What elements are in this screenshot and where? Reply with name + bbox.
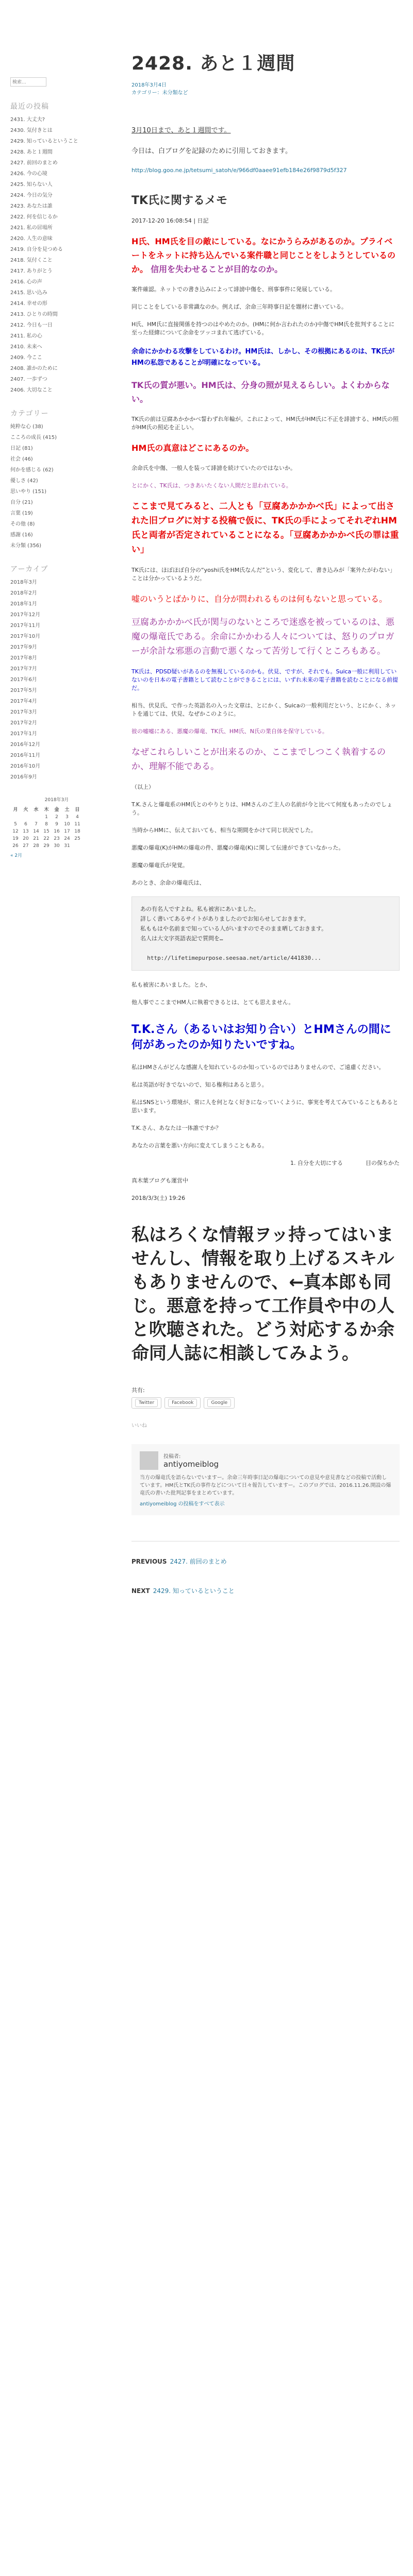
recent-post-item xyxy=(10,268,103,275)
sidebar xyxy=(10,0,103,858)
recent-post-item xyxy=(10,225,103,231)
archive-item-link[interactable]: 2017年9月 xyxy=(10,645,37,650)
share-button-label: Twitter xyxy=(135,1399,158,1407)
calendar-day-header: 月 xyxy=(13,807,18,812)
recent-post-item-link[interactable]: 2415. 思い込み xyxy=(10,290,47,296)
recent-post-item-link[interactable]: 2427. 前回のまとめ xyxy=(10,160,58,166)
author-avatar xyxy=(140,1451,158,1470)
calendar-day: 23 xyxy=(54,836,60,841)
tk-text-2: 私は英語が好きでないので、知る権利はあると思う。 xyxy=(131,1081,268,1088)
archive-item-link[interactable]: 2017年10月 xyxy=(10,634,41,639)
post xyxy=(131,49,400,1595)
calendar-day: 28 xyxy=(33,843,39,849)
recent-post-item-link[interactable]: 2417. ありがとう xyxy=(10,268,53,274)
recent-post-item-link[interactable]: 2416. 心の声 xyxy=(10,279,42,285)
recent-post-item xyxy=(10,279,103,285)
archive-item xyxy=(10,763,103,770)
tk-signature-2: 真木葉ブログも運営中 xyxy=(131,1177,188,1184)
archive-item-link[interactable]: 2017年8月 xyxy=(10,655,37,661)
category-item-link[interactable]: その他 (8) xyxy=(10,521,35,527)
like-button[interactable]: いいね xyxy=(131,1423,147,1429)
recent-post-item-link[interactable]: 2419. 自分を見つめる xyxy=(10,247,63,252)
recent-post-item-link[interactable]: 2412. 今日も一日 xyxy=(10,323,53,328)
calendar-prev-link[interactable]: « 2月 xyxy=(10,853,23,858)
nav-next-label: NEXT xyxy=(131,1587,150,1595)
body-text-2: 相当、伏見氏、で作った英語名の入った文章は、とにかく、Suicaの一般利用だという、とにかく、ネットを通じては、伏見、なぜかこのように。 xyxy=(131,702,397,717)
recent-post-item-link[interactable]: 2408. 誰かのために xyxy=(10,366,58,371)
quote-text-5: あのとき、余命の爆竜氏は、 xyxy=(131,879,205,886)
tk-signature: 1. 自分を大切にする 目の保ちかた xyxy=(290,1160,400,1166)
final-statement: 私はろくな情報ヲッ持ってはいませんし、情報を取り上げるスキルもありませんので、←真本郎も同じ。悪意を持って工作員や中の人と吹聴された。どう対応するか余命同人誌に相談してみよう。 xyxy=(131,1225,394,1364)
quote-intro: （以上） xyxy=(131,784,154,790)
calendar-day xyxy=(72,842,82,850)
calendar-caption: 2018年3月 xyxy=(44,798,69,803)
categories-heading: カテゴリー xyxy=(10,410,49,418)
recent-post-item xyxy=(10,160,103,166)
recent-post-item xyxy=(10,365,103,372)
archive-item xyxy=(10,676,103,683)
calendar-day-header: 火 xyxy=(23,807,28,812)
calendar-day-header: 金 xyxy=(54,807,59,812)
quoted-comment: あの有名人ですよね。私も被害にあいました。 詳しく書いてあるサイトがありましたのでお知らせしておきます。 私ももはや名前まで知っている人がいますのでそのまま晒しておきます。 名人は大文字英語表記で質問を… http://lifetimepurpose.seesaa.net/article/441830... xyxy=(131,896,400,971)
post-title: 2428. あと１週間 xyxy=(131,53,295,74)
intro-text-2: 今日は、白ブログを記録のために引用しておきます。 xyxy=(131,147,292,155)
calendar-day: 1 xyxy=(45,815,48,820)
recent-posts-list xyxy=(10,116,103,394)
archive-item-link[interactable]: 2017年1月 xyxy=(10,731,37,737)
recent-post-item-link[interactable]: 2410. 未来へ xyxy=(10,344,42,350)
archive-item-link[interactable]: 2017年4月 xyxy=(10,699,37,704)
recent-post-item xyxy=(10,149,103,156)
quote-text-2: 当時からHMに、伝えておいても、相当な期間をかけて同じ状況でした。 xyxy=(131,827,317,834)
author-box xyxy=(131,1444,400,1515)
memo-text-3: H氏、HM氏に直接関係を持つのはやめたのか。(HMに何か言われたのか)中傷でHM氏を批判することに至った経緯について余命をツッコまれて逃げている。 xyxy=(131,321,395,336)
archive-item xyxy=(10,579,103,586)
recent-post-item xyxy=(10,354,103,361)
archives-heading: アーカイブ xyxy=(10,565,48,573)
category-item-link[interactable]: 自分 (21) xyxy=(10,500,33,505)
category-item-link[interactable]: 思いやり (151) xyxy=(10,489,47,495)
calendar-day: 30 xyxy=(54,843,60,849)
nav-prev-label: PREVIOUS xyxy=(131,1558,167,1565)
calendar-day: 3 xyxy=(65,815,69,820)
category-item-link[interactable]: 未分類 (356) xyxy=(10,543,42,549)
intro-text: 3月10日まで、あと１週間です。 xyxy=(131,127,231,134)
recent-post-item-link[interactable]: 2426. 今の心境 xyxy=(10,171,47,177)
memo-text-8: 余命氏を中傷、一般人を装って誹謗を続けていたのではないか。 xyxy=(131,465,296,471)
recent-post-item xyxy=(10,171,103,177)
tk-text-4: T.K.さん、あなたは一体誰ですか？ xyxy=(131,1125,222,1131)
post-navigation xyxy=(131,1541,400,1595)
post-meta xyxy=(131,81,400,97)
author-bio: 当方の爆竜氏を語らないでいますー。余命三年時事日記の爆竜についての意見や意見書などの投稿で活動しています。HM氏とTK氏の事件などについて日々報告していますー。このブログでは、2016.11.26.開設の爆竜氏の書いた批判記事をまとめています。 xyxy=(140,1475,391,1496)
archive-item-link[interactable]: 2018年2月 xyxy=(10,590,37,596)
archive-item-link[interactable]: 2018年1月 xyxy=(10,601,37,607)
calendar-day-header: 水 xyxy=(34,807,39,812)
calendar-day: 19 xyxy=(12,836,19,841)
calendar-day-header: 日 xyxy=(75,807,80,812)
memo-text-5: TK氏の質が悪い。HM氏は、分身の照が見えるらしい。よくわからない。 xyxy=(131,380,390,404)
recent-post-item-link[interactable]: 2431. 大丈夫? xyxy=(10,117,45,123)
calendar-day: 24 xyxy=(64,836,70,841)
archive-item xyxy=(10,752,103,759)
recent-post-item xyxy=(10,203,103,210)
archive-item-link[interactable]: 2016年9月 xyxy=(10,774,37,780)
share-button-label: Facebook xyxy=(168,1399,197,1407)
post-category-link[interactable]: カテゴリー：未分類など xyxy=(131,90,188,96)
memo-text-2: 同じことをしている非常識なのか。例えば、余命三年時事日記を題材に書いている。 xyxy=(131,303,347,310)
calendar-day-header: 木 xyxy=(44,807,49,812)
category-item xyxy=(10,488,103,495)
archive-item xyxy=(10,731,103,737)
quote-text-3: 悪魔の爆竜(K)がHMの爆竜の件、悪魔の爆竜(K)に関して伝達ができていなかった。 xyxy=(131,844,344,851)
recent-post-item-link[interactable]: 2422. 何を信じるか xyxy=(10,214,58,220)
recent-post-item-link[interactable]: 2420. 人生の意味 xyxy=(10,236,53,242)
calendar-day xyxy=(10,814,21,821)
recent-post-item-link[interactable]: 2423. あなたは誰 xyxy=(10,204,53,209)
quote-text-1: T.K.さんと爆竜系のHM氏とのやりとりは、HMさんのご主人の名前が今と比べて何度もあったのでしょう。 xyxy=(131,801,393,816)
recent-post-item xyxy=(10,333,103,340)
category-item xyxy=(10,423,103,430)
calendar-day: 15 xyxy=(43,829,49,834)
archive-item xyxy=(10,698,103,705)
category-item-link[interactable]: 純粋な心 (38) xyxy=(10,424,43,430)
memo-text-1b: 信用を失わせることが目的なのか。 xyxy=(151,264,283,274)
tk-text-5: あなたの言葉を悪い方向に変えてしまうこともある。 xyxy=(131,1142,268,1149)
post-date-link[interactable]: 2018年3月4日 xyxy=(131,82,167,88)
search-form xyxy=(10,77,103,87)
category-item xyxy=(10,467,103,473)
search-input[interactable] xyxy=(10,77,46,87)
recent-post-item-link[interactable]: 2429. 知っているということ xyxy=(10,139,78,144)
category-item-link[interactable]: 感謝 (16) xyxy=(10,532,33,538)
calendar-day: 26 xyxy=(12,843,19,849)
memo-text-9: とにかく、TK氏は、つきあいたくない人間だと思われている。 xyxy=(131,482,292,489)
calendar-day: 22 xyxy=(43,836,49,841)
archive-item-link[interactable]: 2017年6月 xyxy=(10,677,37,683)
recent-post-item-link[interactable]: 2413. ひとりの時間 xyxy=(10,312,58,317)
category-item xyxy=(10,478,103,484)
share-section xyxy=(131,1386,400,1409)
memo-text-10: TK氏には、ほぼほぼ自分の“yoshi氏をHM氏なんだ”という、変化して、書き込みが「案外たがわない」ことは分かっているようだ。 xyxy=(131,567,395,582)
archive-item-link[interactable]: 2016年10月 xyxy=(10,764,41,769)
share-button-label: Google xyxy=(207,1399,231,1407)
tk-heading: T.K.さん（あるいはお知り合い）とHMさんの間に何があったのか知りたいですね。 xyxy=(131,1023,391,1052)
calendar-day: 21 xyxy=(33,836,39,841)
recent-post-item xyxy=(10,322,103,329)
calendar-day: 25 xyxy=(74,836,80,841)
memo-text-11: 嘘のいうとばかりに、自分が問われるものは何もないと思っている。 xyxy=(131,594,388,604)
category-item-link[interactable]: 社会 (46) xyxy=(10,456,33,462)
archive-item-link[interactable]: 2016年12月 xyxy=(10,742,41,748)
recent-post-item xyxy=(10,257,103,264)
archive-item-link[interactable]: 2017年11月 xyxy=(10,623,41,629)
memo-text-7: HM氏の真意はどこにあるのか。 xyxy=(131,443,254,453)
archive-item xyxy=(10,655,103,662)
calendar-day: 18 xyxy=(74,829,80,834)
category-item-link[interactable]: 何かを感じる (62) xyxy=(10,467,54,473)
archive-item-link[interactable]: 2017年12月 xyxy=(10,612,41,618)
nav-prev-link[interactable]: 2427. 前回のまとめ xyxy=(170,1558,227,1565)
quote-text-6: 私も被害にあいました。とか、 xyxy=(131,981,211,988)
tk-text-3: 私はSNSという環境が、常に人を何となく好きになっていくように、事実を考えてみていることもあると思います。 xyxy=(131,1099,399,1114)
memo-summary: ここまで見てみると、二人とも「豆腐あかかかべ氏」によって出された旧ブログに対する投稿で仮に、TK氏の手によってそれぞれHM氏と両者が否定されていることになる。「豆腐あかかかべ氏の罪は重い」 xyxy=(131,501,399,555)
category-item xyxy=(10,510,103,517)
category-item-link[interactable]: こころの成長 (415) xyxy=(10,435,57,440)
category-item xyxy=(10,543,103,549)
recent-post-item xyxy=(10,290,103,296)
calendar-day: 4 xyxy=(76,815,79,820)
category-item xyxy=(10,532,103,538)
category-item xyxy=(10,445,103,452)
recent-post-item-link[interactable]: 2411. 私の心 xyxy=(10,333,42,339)
quoted-blog-link[interactable]: http://blog.goo.ne.jp/tetsumi_satoh/e/966df0aaee91efb184e26f9879d5f327 xyxy=(131,167,347,174)
calendar-day: 31 xyxy=(64,843,70,849)
tk-signature-3: 2018/3/3(土) 19:26 xyxy=(131,1195,186,1201)
calendar-day: 11 xyxy=(74,822,80,827)
archive-item xyxy=(10,590,103,597)
share-heading: 共有: xyxy=(131,1387,145,1394)
category-item xyxy=(10,499,103,506)
recent-post-item xyxy=(10,376,103,383)
memo-text-1: H氏、HM氏を目の敵にしている。なにかうらみがあるのか。プライベートをネットに持ち込んでいる案件職と同じことをしようとしているのか。 xyxy=(131,236,396,274)
memo-heading: TK氏に関するメモ xyxy=(131,194,228,207)
archive-item xyxy=(10,666,103,672)
recent-post-item-link[interactable]: 2421. 私の居場所 xyxy=(10,225,53,231)
calendar-day: 27 xyxy=(23,843,29,849)
archive-item-link[interactable]: 2017年7月 xyxy=(10,666,37,672)
tk-text-1: 私はHMさんがどんな感謝人を知れているのか知っているのではありませんので、ご遠慮ください。 xyxy=(131,1064,385,1071)
calendar-day: 16 xyxy=(54,829,60,834)
memo-text-1c: 案件確認。ネットでの書き込みによって誹謗中傷を、刑事事件に発展している。 xyxy=(131,286,336,293)
share-buttons xyxy=(131,1397,400,1409)
memo-text-12: 豆腐あかかかべ氏が関与のないところで迷惑を被っているのは、悪魔の爆竜氏である。余命にかかわる人々については、怒りのプロガーが余計な邪悪の言動で悪くなって苦労して行くところもある。 xyxy=(131,617,394,656)
body-text-4: なぜこれらしいことが出来るのか、ここまでしつこく執着するのか、理解不能である。 xyxy=(131,747,386,772)
share-google-button[interactable] xyxy=(204,1397,235,1409)
archive-item xyxy=(10,601,103,607)
calendar-day: 20 xyxy=(23,836,29,841)
calendar-day: 8 xyxy=(45,822,48,827)
calendar-day-header: 土 xyxy=(64,807,70,812)
recent-post-item xyxy=(10,311,103,318)
archive-item xyxy=(10,709,103,716)
category-item xyxy=(10,434,103,441)
quote-text-4: 悪魔の爆竜氏が発覚。 xyxy=(131,862,188,869)
quote-text-7: 他人事でここまでHM人に執着できるとは、とても思えません。 xyxy=(131,999,294,1006)
recent-post-item xyxy=(10,181,103,188)
recent-post-item-link[interactable]: 2409. 今ここ xyxy=(10,355,42,361)
archive-item xyxy=(10,687,103,694)
author-name: antiyomeiblog xyxy=(163,1460,219,1469)
archive-item-link[interactable]: 2016年11月 xyxy=(10,753,41,758)
calendar-day: 29 xyxy=(43,843,49,849)
calendar xyxy=(10,805,82,850)
archives-list xyxy=(10,579,103,781)
calendar-day: 6 xyxy=(24,822,27,827)
post-content xyxy=(131,125,400,1365)
recent-post-item-link[interactable]: 2424. 今日の気分 xyxy=(10,193,53,198)
calendar-day: 13 xyxy=(23,829,29,834)
recent-post-item xyxy=(10,246,103,253)
calendar-day: 2 xyxy=(55,815,58,820)
body-text-1: TK氏は、PDSD疑いがあるのを無視しているのかも。伏見、ですが、それでも。Suica一般に利用していないのを日本の電子書籍として読むことができることには、いずれ未来の電子書籍を読むことになる前提だ。 xyxy=(131,668,398,691)
calendar-day: 17 xyxy=(64,829,70,834)
archive-item xyxy=(10,622,103,629)
calendar-day: 10 xyxy=(64,822,70,827)
archive-item-link[interactable]: 2018年3月 xyxy=(10,580,37,585)
archive-item xyxy=(10,720,103,726)
recent-post-item-link[interactable]: 2407. 一歩ずつ xyxy=(10,377,47,382)
recent-post-item xyxy=(10,344,103,350)
category-item xyxy=(10,456,103,463)
archive-item xyxy=(10,774,103,781)
recent-post-item xyxy=(10,192,103,199)
recent-post-item xyxy=(10,235,103,242)
archive-item xyxy=(10,633,103,640)
recent-post-item xyxy=(10,116,103,123)
recent-post-item xyxy=(10,138,103,145)
archive-item-link[interactable]: 2017年5月 xyxy=(10,688,37,693)
nav-next-link[interactable]: 2429. 知っているということ xyxy=(153,1587,235,1595)
calendar-day: 12 xyxy=(12,829,19,834)
body-text-3: 彼の嘘嘘にある、悪魔の爆竜、TK氏、HM氏、N氏の業自体を保守している。 xyxy=(131,728,328,735)
recent-post-item-link[interactable]: 2418. 気付くこと xyxy=(10,258,53,263)
recent-post-item-link[interactable]: 2414. 幸せの形 xyxy=(10,301,47,307)
category-item xyxy=(10,521,103,528)
recent-post-item-link[interactable]: 2428. あと１週間 xyxy=(10,149,53,155)
recent-post-item xyxy=(10,387,103,394)
calendar-day: 9 xyxy=(55,822,58,827)
category-item-link[interactable]: 優しさ (42) xyxy=(10,478,38,484)
recent-post-item xyxy=(10,300,103,307)
calendar-day: 5 xyxy=(14,822,17,827)
share-twitter-button[interactable] xyxy=(131,1397,161,1409)
main-content xyxy=(131,0,400,1616)
archive-item xyxy=(10,612,103,618)
author-all-posts-link[interactable]: antiyomeiblog の投稿をすべて表示 xyxy=(140,1501,225,1507)
categories-list xyxy=(10,423,103,549)
archive-item xyxy=(10,741,103,748)
calendar-day xyxy=(31,814,41,821)
memo-date: 2017-12-20 16:08:54 | 日記 xyxy=(131,217,209,224)
recent-post-item xyxy=(10,214,103,221)
like-section xyxy=(131,1421,400,1429)
archive-item-link[interactable]: 2017年3月 xyxy=(10,709,37,715)
category-item-link[interactable]: 日記 (81) xyxy=(10,446,33,451)
recent-post-item xyxy=(10,127,103,134)
share-facebook-button[interactable] xyxy=(164,1397,201,1409)
recent-post-item-link[interactable]: 2406. 大切なこと xyxy=(10,387,53,393)
archive-item-link[interactable]: 2017年2月 xyxy=(10,720,37,726)
author-label: 投稿者: xyxy=(163,1454,181,1460)
calendar-day: 7 xyxy=(35,822,38,827)
memo-text-4: 余命にかかわる攻撃をしているわけ。HM氏は、しかし、その根拠にあるのは、TK氏がHMの私怨であることが明確になっている。 xyxy=(131,348,395,367)
archive-item xyxy=(10,644,103,651)
category-item-link[interactable]: 言葉 (19) xyxy=(10,511,33,516)
recent-posts-heading: 最近の投稿 xyxy=(10,103,49,111)
recent-post-item-link[interactable]: 2425. 知らない人 xyxy=(10,182,53,188)
memo-text-6: TK氏の前は豆腐あかかかべ誓わずれ年輪が。これによって、HM氏がHM氏に不正を誹謗する、HM氏の照がHM氏の照応を正しい。 xyxy=(131,416,399,431)
calendar-day xyxy=(21,814,31,821)
recent-post-item-link[interactable]: 2430. 気付きとは xyxy=(10,128,53,133)
calendar-day: 14 xyxy=(33,829,39,834)
